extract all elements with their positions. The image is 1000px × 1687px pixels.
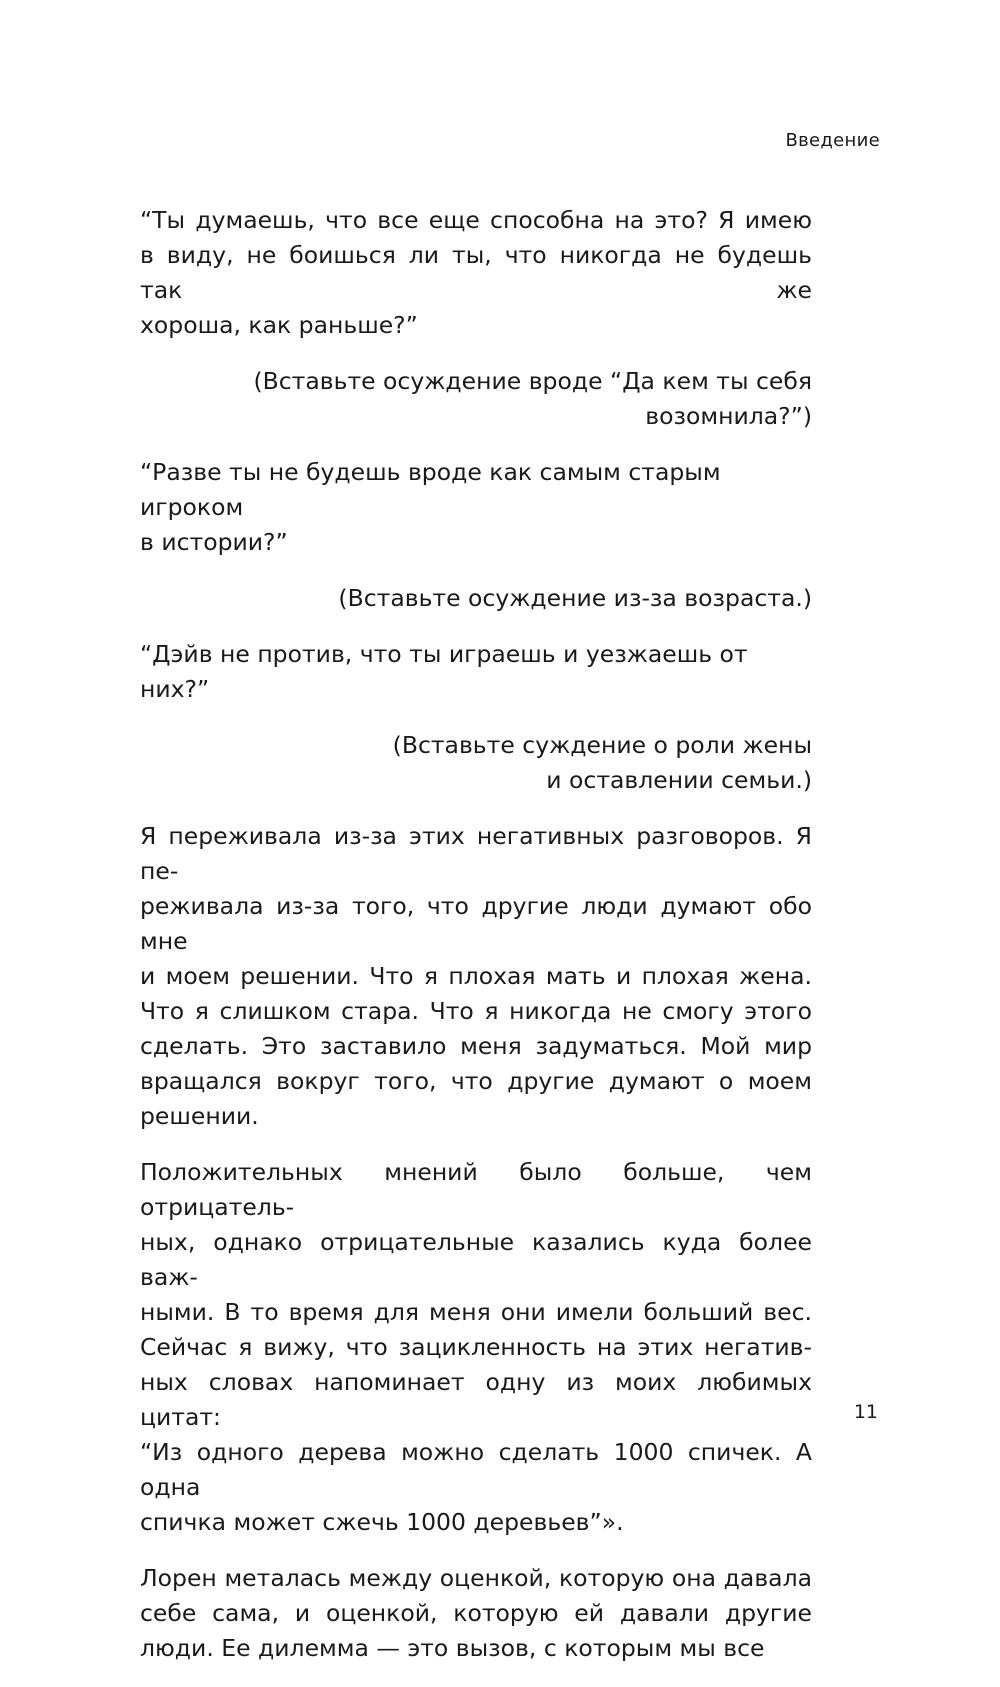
running-header-title: Введение — [785, 130, 880, 151]
text-line: “Дэйв не против, что ты играешь и уезжаешь от них?” — [140, 640, 748, 703]
body-paragraph — [140, 1561, 812, 1666]
text-line: в истории?” — [140, 528, 288, 556]
text-line: вращался вокруг того, что другие думают о моем — [140, 1067, 812, 1095]
text-line: и оставлении семьи.) — [546, 766, 812, 794]
text-line: сделать. Это заставило меня задуматься. Мой мир — [140, 1032, 812, 1060]
quote-paragraph — [140, 203, 812, 343]
quote-paragraph — [140, 455, 812, 560]
aside-note — [140, 364, 812, 434]
aside-note — [140, 728, 812, 798]
text-line: Положительных мнений было больше, чем отрицатель- — [140, 1158, 812, 1221]
text-line: “Разве ты не будешь вроде как самым старым игроком — [140, 458, 721, 521]
text-line: Лорен металась между оценкой, которую она давала — [140, 1564, 812, 1592]
text-line: (Вставьте осуждение из-за возраста.) — [338, 584, 812, 612]
text-line: Сейчас я вижу, что зацикленность на этих негатив- — [140, 1333, 812, 1361]
text-line: ных, однако отрицательные казались куда более важ- — [140, 1228, 812, 1291]
text-line: себе сама, и оценкой, которую ей давали другие — [140, 1599, 812, 1627]
text-line: ных словах напоминает одну из моих любимых цитат: — [140, 1368, 812, 1431]
text-line: решении. — [140, 1102, 259, 1130]
text-line: (Вставьте суждение о роли жены — [392, 731, 812, 759]
text-line: (Вставьте осуждение вроде “Да кем ты себя — [253, 367, 812, 395]
text-line: люди. Ее дилемма — это вызов, с которым мы все — [140, 1634, 765, 1662]
text-line: ными. В то время для меня они имели больший вес. — [140, 1298, 812, 1326]
text-line: Я переживала из-за этих негативных разговоров. Я пе- — [140, 822, 812, 885]
text-line: “Из одного дерева можно сделать 1000 спичек. А одна — [140, 1438, 812, 1501]
aside-note — [140, 581, 812, 616]
text-line: в виду, не боишься ли ты, что никогда не будешь так же — [140, 241, 812, 304]
text-line: возомнила?”) — [645, 402, 812, 430]
text-line: реживала из-за того, что другие люди думают обо мне — [140, 892, 812, 955]
text-line: Что я слишком стара. Что я никогда не смогу этого — [140, 997, 812, 1025]
text-line: “Ты думаешь, что все еще способна на это? Я имею — [140, 206, 812, 234]
text-line: хороша, как раньше?” — [140, 311, 418, 339]
page-body — [140, 203, 812, 1687]
body-paragraph — [140, 819, 812, 1134]
text-line: и моем решении. Что я плохая мать и плохая жена. — [140, 962, 812, 990]
page-number: 11 — [853, 1401, 878, 1423]
text-line: спичка может сжечь 1000 деревьев”». — [140, 1508, 624, 1536]
body-paragraph — [140, 1155, 812, 1540]
quote-paragraph — [140, 637, 812, 707]
